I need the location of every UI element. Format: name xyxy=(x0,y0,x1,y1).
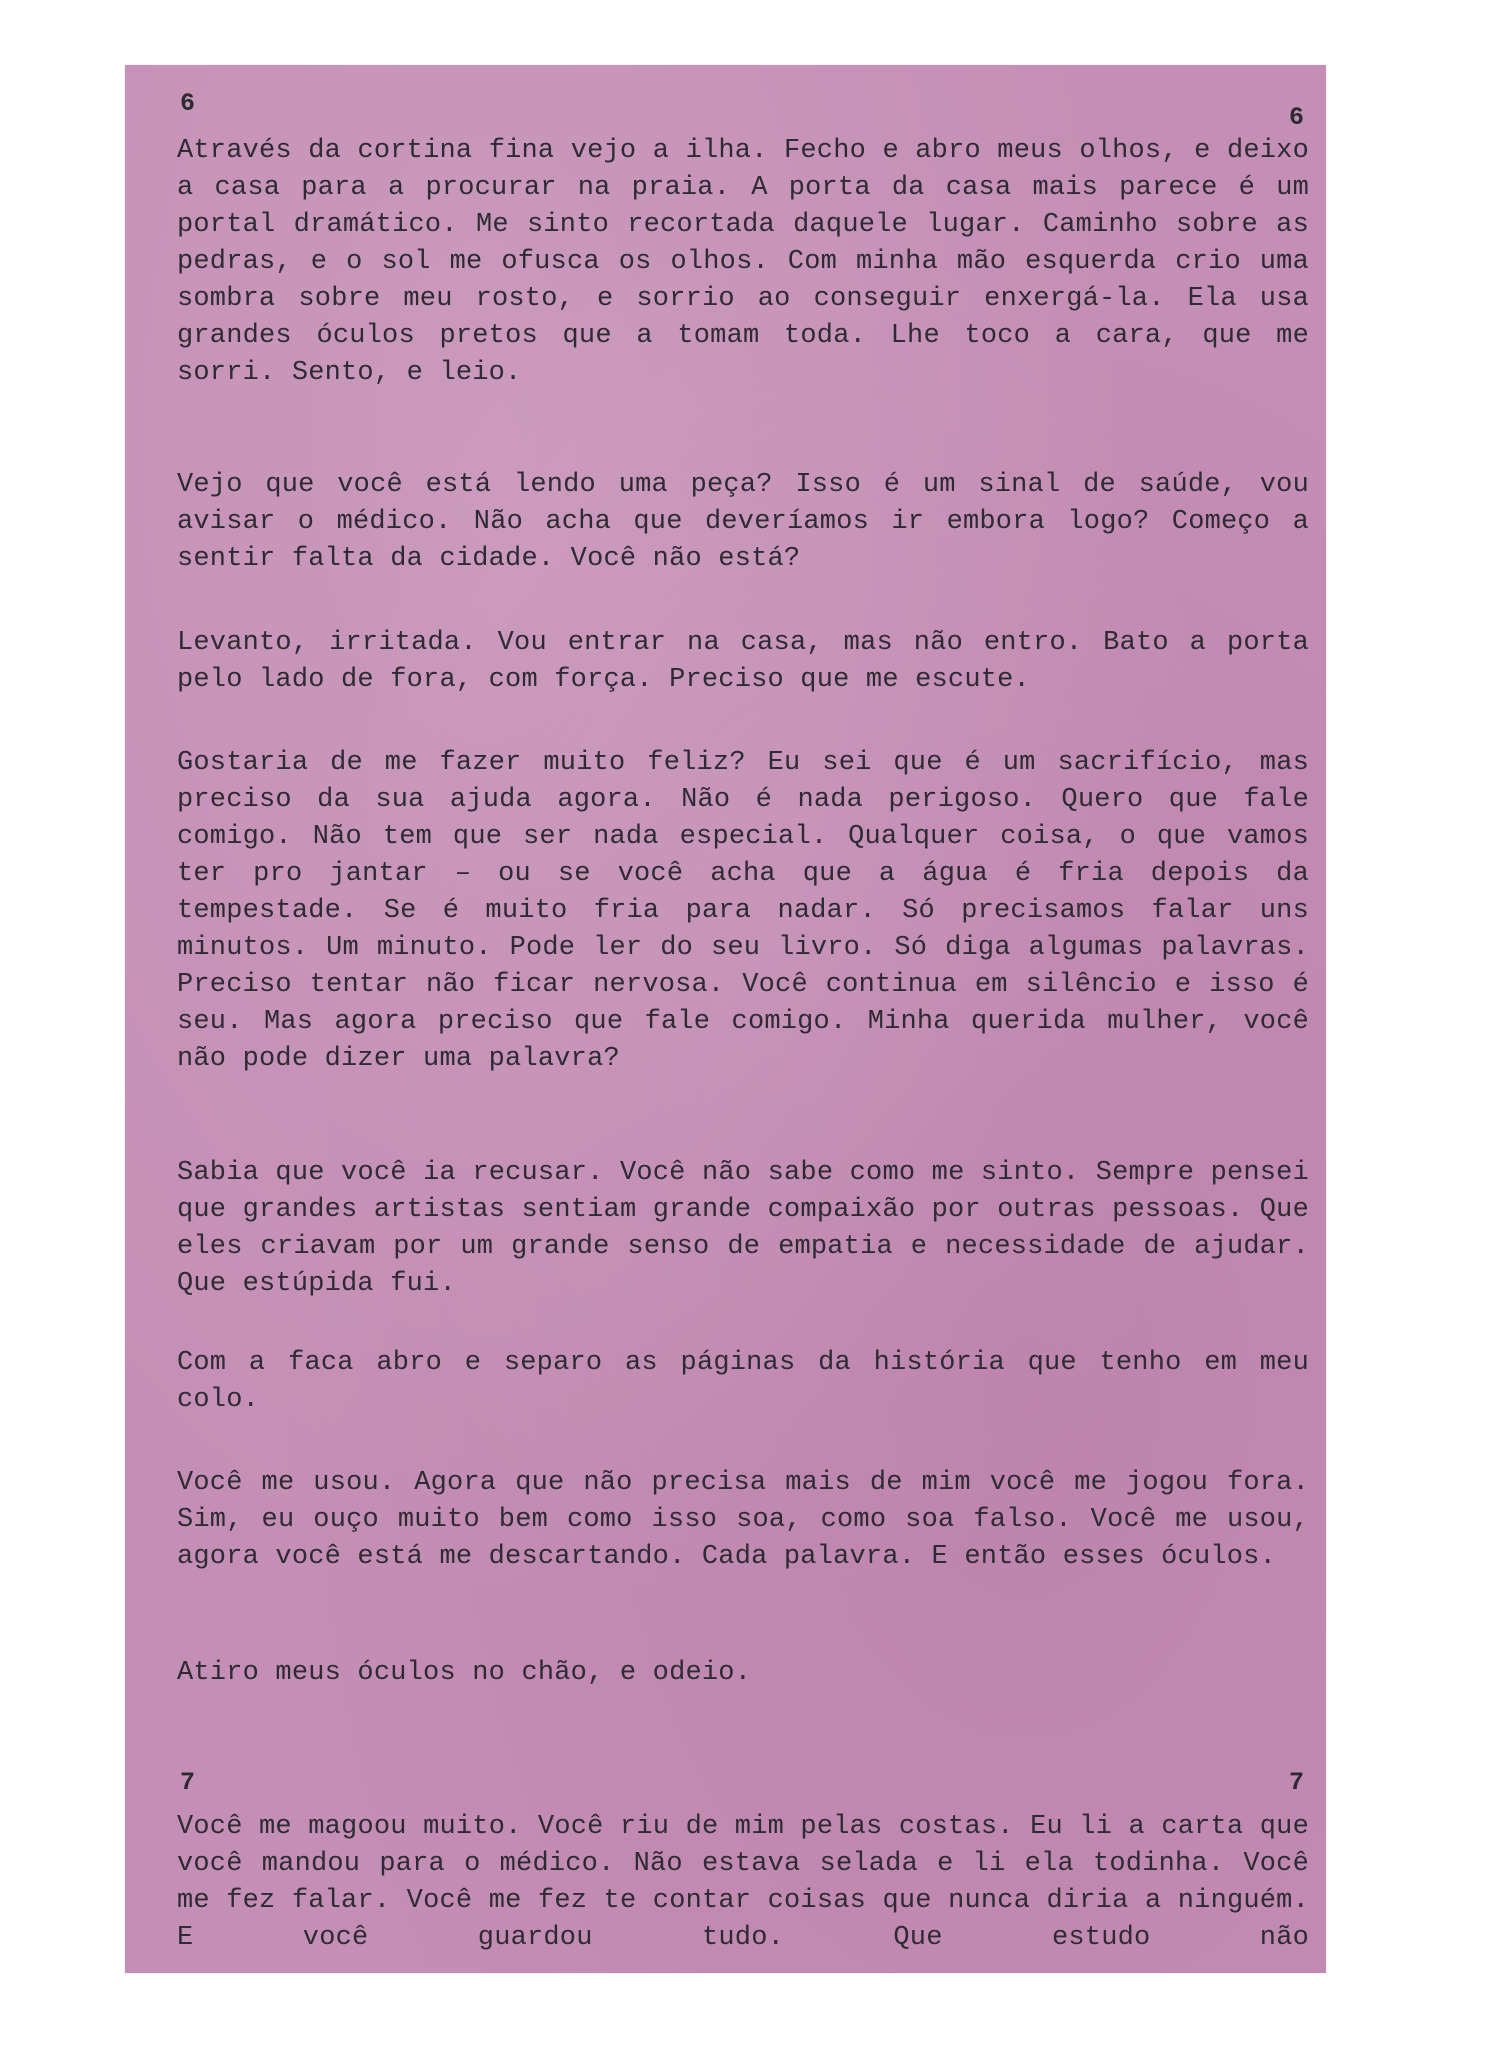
paragraph: Você me magoou muito. Você riu de mim pelas costas. Eu li a carta que você mandou para o médico. Não estava selada e li ela todinha. Você me fez falar. Você me fez te contar coisas que nunca diria a ninguém. E você guardou tudo. Que estudo não xyxy=(177,1812,1309,1953)
paragraph: Vejo que você está lendo uma peça? Isso é um sinal de saúde, vou avisar o médico. Não acha que deveríamos ir embora logo? Começo a sentir falta da cidade. Você não está? xyxy=(177,470,1309,574)
paragraph: Através da cortina fina vejo a ilha. Fecho e abro meus olhos, e deixo a casa para a procurar na praia. A porta da casa mais parece é um portal dramático. Me sinto recortada daquele lugar. Caminho sobre as pedras, e o sol me ofusca os olhos. Com minha mão esquerda crio uma sombra sobre meu rosto, e sorrio ao conseguir enxergá-la. Ela usa grandes óculos pretos que a tomam toda. Lhe toco a cara, que me sorri. Sento, e leio. xyxy=(177,136,1309,388)
page-number-right: 7 xyxy=(1288,1768,1304,1797)
paragraph: Sabia que você ia recusar. Você não sabe como me sinto. Sempre pensei que grandes artistas sentiam grande compaixão por outras pessoas. Que eles criavam por um grande senso de empatia e necessidade de ajudar. Que estúpida fui. xyxy=(177,1158,1309,1299)
paragraph: Gostaria de me fazer muito feliz? Eu sei que é um sacrifício, mas preciso da sua ajuda agora. Não é nada perigoso. Quero que fale comigo. Não tem que ser nada especial. Qualquer coisa, o que vamos ter pro jantar – ou se você acha que a água é fria depois da tempestade. Se é muito fria para nadar. Só precisamos falar uns minutos. Um minuto. Pode ler do seu livro. Só diga algumas palavras. Preciso tentar não ficar nervosa. Você continua em silêncio e isso é seu. Mas agora preciso que fale comigo. Minha querida mulher, você não pode dizer uma palavra? xyxy=(177,748,1309,1074)
page-number-right: 6 xyxy=(1288,103,1304,132)
paragraph: Com a faca abro e separo as páginas da história que tenho em meu colo. xyxy=(177,1348,1309,1415)
paragraph: Levanto, irritada. Vou entrar na casa, mas não entro. Bato a porta pelo lado de fora, com força. Preciso que me escute. xyxy=(177,628,1309,695)
page-number-left: 6 xyxy=(180,89,196,118)
page-number-left: 7 xyxy=(180,1768,196,1797)
paragraph: Atiro meus óculos no chão, e odeio. xyxy=(177,1658,752,1688)
paragraph: Você me usou. Agora que não precisa mais de mim você me jogou fora. Sim, eu ouço muito bem como isso soa, como soa falso. Você me usou, agora você está me descartando. Cada palavra. E então esses óculos. xyxy=(177,1468,1309,1572)
pink-typewritten-page xyxy=(125,65,1326,1973)
